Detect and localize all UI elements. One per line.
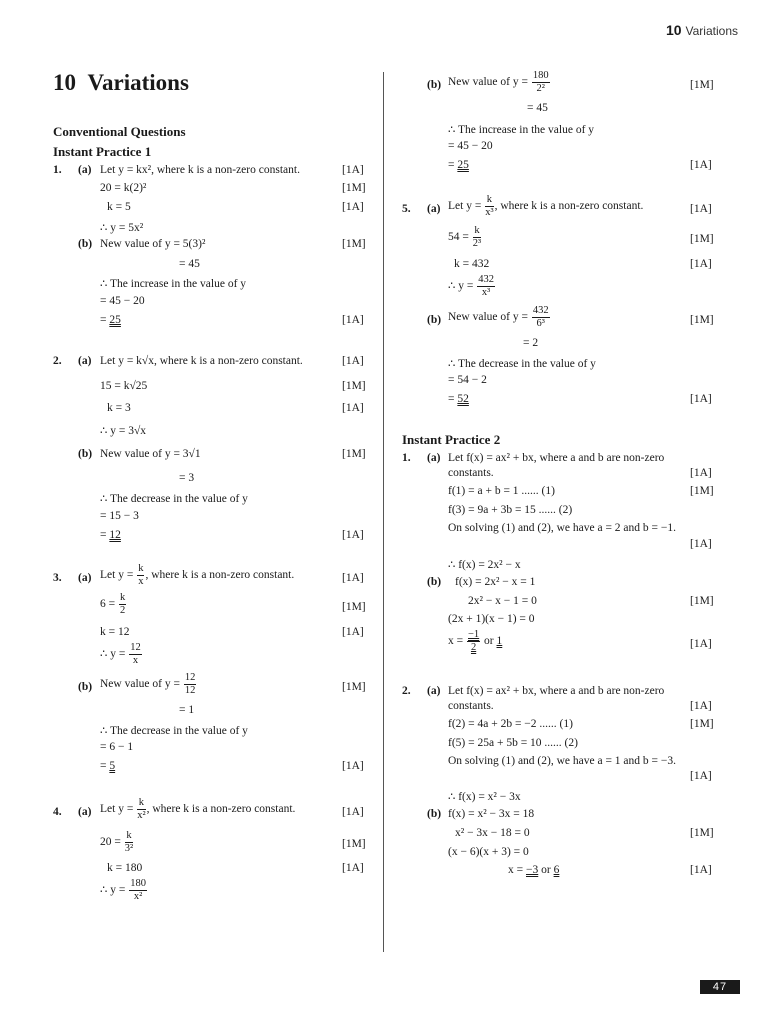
mark-label: [1M] (342, 238, 366, 250)
solution-line: f(2) = 4a + 2b = −2 ...... (1) (448, 718, 573, 730)
therefore-symbol: ∴ (448, 124, 456, 136)
therefore-symbol: ∴ (100, 425, 108, 437)
mark-label: [1M] (342, 838, 366, 850)
mark-label: [1A] (690, 258, 712, 270)
solution-line: (x − 6)(x + 3) = 0 (448, 846, 529, 858)
mark-label: [1M] (690, 485, 714, 497)
solution-line: ∴ The decrease in the value of y (100, 493, 248, 505)
solution-line: k = 5 (107, 201, 131, 213)
therefore-symbol: ∴ (100, 222, 108, 234)
solution-line: ∴ The increase in the value of y (448, 124, 595, 136)
question-number: 2. (402, 685, 411, 697)
part-label: (b) (427, 314, 442, 326)
final-answer: 5 (109, 760, 116, 772)
solution-line: Let y = $\frac{k}{\text{x³}}$ , where k is a non-zero constant. (448, 194, 644, 218)
question-number: 3. (53, 572, 62, 584)
mark-label: [1M] (342, 380, 366, 392)
header-chapter-title: Variations (685, 24, 738, 38)
answer-line: = 5 (100, 760, 116, 772)
fraction: $\frac{k}{\text{2³}}$ (472, 225, 482, 249)
question-number: 1. (402, 452, 411, 464)
question-number: 5. (402, 203, 411, 215)
fraction: $\frac{12}{x}$ (130, 642, 141, 666)
question-number: 4. (53, 806, 62, 818)
therefore-symbol: ∴ (100, 493, 108, 505)
part-label: (b) (78, 238, 93, 250)
solution-line: Let y = k√x, where k is a non-zero constant. (100, 355, 303, 367)
answer-line: = 25 (100, 314, 121, 326)
chapter-number: 10 (53, 70, 76, 95)
mark-label: [1M] (690, 595, 714, 607)
mark-label: [1A] (690, 393, 712, 405)
final-answer: 25 (457, 159, 469, 171)
therefore-symbol: ∴ (100, 278, 108, 290)
mark-label: [1A] (342, 760, 364, 772)
solution-line: = 15 − 3 (100, 510, 139, 522)
solution-line: New value of y = 3√1 (100, 448, 201, 460)
solution-line: ∴ The decrease in the value of y (100, 725, 248, 737)
running-header (666, 22, 738, 38)
part-label: (a) (427, 685, 441, 697)
mark-label: [1A] (342, 572, 364, 584)
section-heading: Conventional Questions (53, 124, 186, 139)
header-chapter-number: 10 (665, 22, 682, 38)
mark-label: [1A] (342, 402, 364, 414)
solution-line: ∴ The increase in the value of y (100, 278, 247, 290)
fraction: $\frac{k}{\text{3²}}$ (124, 830, 134, 854)
therefore-symbol: ∴ (448, 791, 456, 803)
solution-line: 15 = k√25 (100, 380, 148, 392)
solution-line: New value of y = $\frac{180}{\text{2²}}$ (448, 70, 549, 94)
solution-line: 20 = $\frac{k}{\text{3²}}$ (100, 830, 134, 854)
solution-line: 54 = $\frac{k}{\text{2³}}$ (448, 225, 482, 249)
solution-line: f(3) = 9a + 3b = 15 ...... (2) (448, 504, 573, 516)
instant-practice-1-heading: Instant Practice 1 (53, 144, 152, 159)
final-answer: −3 (526, 864, 539, 876)
solution-line: Let y = $\frac{k}{\text{x²}}$ , where k is a non-zero constant. (100, 797, 296, 821)
solution-line: ∴ The decrease in the value of y (448, 358, 596, 370)
solution-line: f(1) = a + b = 1 ...... (1) (448, 485, 555, 497)
therefore-symbol: ∴ (448, 559, 456, 571)
mark-label: [1A] (690, 159, 712, 171)
solution-line: = 45 − 20 (448, 140, 493, 152)
part-label: (b) (78, 681, 93, 693)
mark-label: [1A] (690, 538, 712, 550)
mark-label: [1A] (342, 314, 364, 326)
solution-line: Let f(x) = ax² + bx, where a and b are non-zero (448, 452, 665, 464)
final-answer: 52 (457, 393, 469, 405)
mark-label: [1M] (690, 79, 714, 91)
part-label: (b) (427, 576, 442, 588)
mark-label: [1A] (342, 201, 364, 213)
mark-label: [1A] (342, 355, 364, 367)
fraction: $\frac{k}{\text{x²}}$ (137, 797, 146, 821)
solution-line: constants. (448, 467, 494, 479)
solution-line: (2x + 1)(x − 1) = 0 (448, 613, 535, 625)
solution-line: = 1 (179, 704, 195, 716)
part-label: (a) (78, 572, 92, 584)
mark-label: [1A] (342, 626, 364, 638)
answer-line: = 52 (448, 393, 469, 405)
fraction: $\frac{432}{\text{x³}}$ (478, 274, 494, 298)
mark-label: [1A] (342, 529, 364, 541)
solution-line: = 3 (179, 472, 195, 484)
solution-line: k = 3 (107, 402, 131, 414)
final-answer: 6 (553, 864, 560, 876)
solution-line: ∴ y = $\frac{12}{x}$ (100, 642, 141, 666)
fraction: $\frac{k}{2}$ (120, 592, 126, 616)
mark-label: [1M] (342, 182, 366, 194)
solution-line: 20 = k(2)² (100, 182, 147, 194)
solution-line: On solving (1) and (2), we have a = 1 and b = −3. (448, 755, 677, 767)
solution-line: f(x) = 2x² − x = 1 (455, 576, 536, 588)
solution-line: ∴ y = 3√x (100, 425, 147, 437)
solution-line: Let y = kx², where k is a non-zero constant. (100, 164, 300, 176)
fraction: $\frac{180}{\text{x²}}$ (130, 878, 146, 902)
part-label: (a) (78, 355, 92, 367)
answer-line: = 12 (100, 529, 121, 541)
mark-label: [1M] (690, 718, 714, 730)
solution-line: x² − 3x − 18 = 0 (455, 827, 530, 839)
fraction: $\frac{k}{x}$ (138, 563, 144, 587)
part-label: (b) (427, 79, 442, 91)
column-divider (383, 72, 384, 952)
final-answer: 12 (109, 529, 121, 541)
instant-practice-2-heading: Instant Practice 2 (402, 432, 501, 447)
final-answer: 25 (109, 314, 121, 326)
solution-line: = 2 (523, 337, 539, 349)
part-label: (a) (427, 203, 441, 215)
solution-line: New value of y = $\frac{432}{\text{6³}}$ (448, 305, 549, 329)
mark-label: [1M] (690, 233, 714, 245)
mark-label: [1A] (342, 164, 364, 176)
therefore-symbol: ∴ (100, 884, 108, 897)
solution-line: 6 = $\frac{k}{2}$ (100, 592, 126, 616)
fraction: $\frac{k}{\text{x³}}$ (485, 194, 494, 218)
chapter-title-text: Variations (87, 70, 189, 95)
mark-label: [1A] (690, 467, 712, 479)
mark-label: [1A] (342, 862, 364, 874)
solution-line: ∴ y = $\frac{432}{\text{x³}}$ (448, 274, 494, 298)
mark-label: [1M] (690, 827, 714, 839)
part-label: (a) (78, 806, 92, 818)
mark-label: [1A] (690, 700, 712, 712)
solution-line: On solving (1) and (2), we have a = 2 and b = −1. (448, 522, 677, 534)
solution-line: Let y = $\frac{k}{x}$ , where k is a non-zero constant. (100, 563, 295, 587)
question-number: 1. (53, 164, 62, 176)
fraction: $\frac{180}{\text{2²}}$ (532, 70, 549, 94)
mark-label: [1A] (690, 638, 712, 650)
part-label: (a) (78, 164, 92, 176)
solution-line: = 45 (527, 102, 548, 114)
solution-line: New value of y = 5(3)² (100, 238, 206, 250)
solution-line: k = 180 (107, 862, 143, 874)
solution-line: New value of y = $\frac{12}{12}$ (100, 672, 196, 696)
final-answer-fraction: $\frac{-1}{2}$ (468, 629, 480, 653)
mark-label: [1M] (342, 448, 366, 460)
solution-line: ∴ f(x) = x² − 3x (448, 791, 521, 803)
mark-label: [1M] (342, 681, 366, 693)
answer-line: x = $\frac{-1}{2}$ or 1 (448, 629, 503, 653)
solution-line: f(5) = 25a + 5b = 10 ...... (2) (448, 737, 578, 749)
question-number: 2. (53, 355, 62, 367)
therefore-symbol: ∴ (100, 648, 108, 661)
solution-line: k = 12 (100, 626, 130, 638)
fraction: $\frac{432}{\text{6³}}$ (532, 305, 549, 329)
mark-label: [1A] (342, 806, 364, 818)
mark-label: [1A] (690, 203, 712, 215)
solution-line: = 54 − 2 (448, 374, 487, 386)
mark-label: [1M] (690, 314, 714, 326)
part-label: (b) (78, 448, 93, 460)
solution-line: f(x) = x² − 3x = 18 (448, 808, 535, 820)
therefore-symbol: ∴ (100, 725, 108, 737)
part-label: (b) (427, 808, 442, 820)
final-answer: 1 (496, 635, 503, 648)
mark-label: [1M] (342, 601, 366, 613)
answer-line: x = −3 or 6 (508, 864, 560, 876)
solution-line: ∴ y = $\frac{180}{\text{x²}}$ (100, 878, 146, 902)
chapter-title (53, 70, 189, 96)
mark-label: [1A] (690, 864, 712, 876)
solution-line: Let f(x) = ax² + bx, where a and b are non-zero (448, 685, 665, 697)
solution-line: ∴ f(x) = 2x² − x (448, 559, 521, 571)
solution-line: = 45 (179, 258, 200, 270)
answer-line: = 25 (448, 159, 469, 171)
solution-line: 2x² − x − 1 = 0 (468, 595, 537, 607)
therefore-symbol: ∴ (448, 358, 456, 370)
solution-line: k = 432 (454, 258, 490, 270)
therefore-symbol: ∴ (448, 280, 456, 293)
solution-line: = 6 − 1 (100, 741, 134, 753)
solution-line: constants. (448, 700, 494, 712)
mark-label: [1A] (690, 770, 712, 782)
solution-line: ∴ y = 5x² (100, 222, 144, 234)
fraction: $\frac{12}{12}$ (184, 672, 196, 696)
solution-line: = 45 − 20 (100, 295, 145, 307)
part-label: (a) (427, 452, 441, 464)
page-number: 47 (700, 980, 740, 994)
